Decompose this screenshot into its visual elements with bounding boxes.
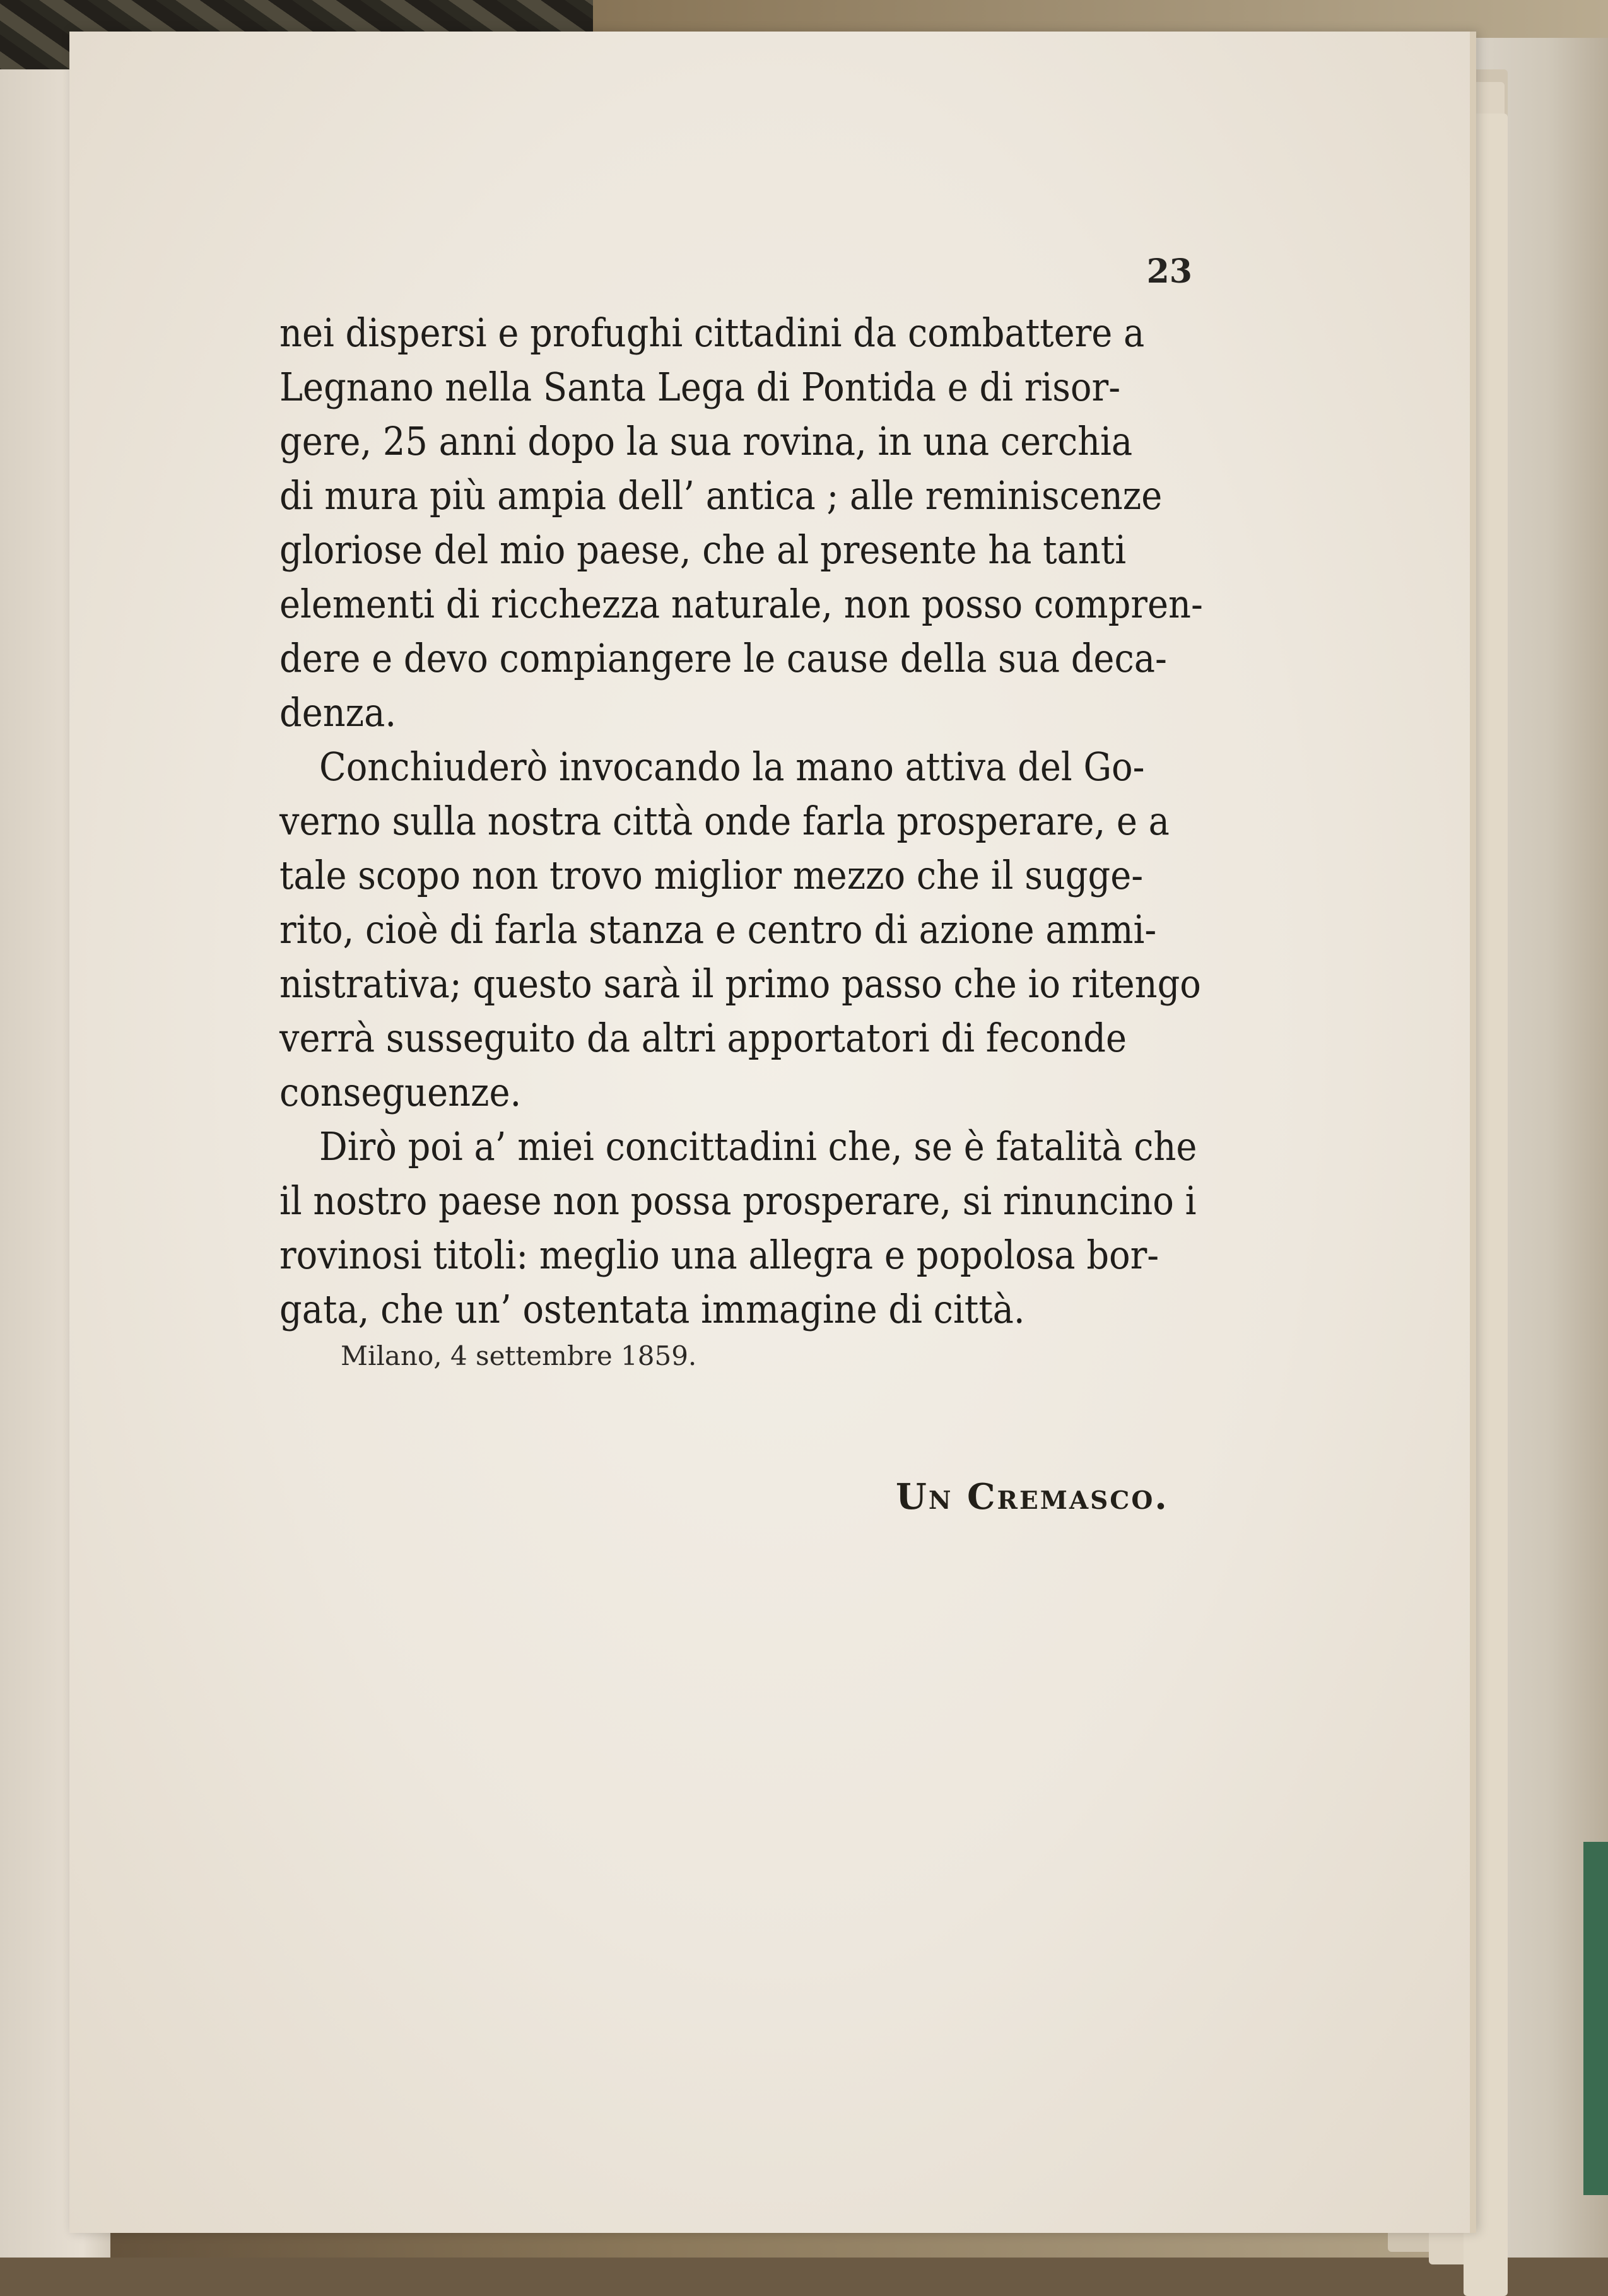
body-text — [279, 306, 1203, 1337]
text-line: gloriose del mio paese, che al presente ha tanti — [279, 527, 1127, 573]
text-line: denza. — [279, 689, 397, 735]
text-line: gata, che un’ ostentata immagine di città. — [279, 1286, 1025, 1332]
text-line: verrà susseguito da altri apportatori di feconde — [279, 1015, 1127, 1061]
text-line: Conchiuderò invocando la mano attiva del Go- — [319, 744, 1145, 790]
book-page — [69, 32, 1476, 2233]
text-line: di mura più ampia dell’ antica ; alle reminiscenze — [279, 472, 1163, 518]
text-line: dere e devo compiangere le cause della sua deca- — [279, 635, 1167, 681]
text-line: elementi di ricchezza naturale, non posso compren- — [279, 581, 1203, 627]
text-line: Legnano nella Santa Lega di Pontida e di risor- — [279, 364, 1121, 410]
text-line: gere, 25 anni dopo la sua rovina, in una cerchia — [279, 418, 1133, 464]
text-line: tale scopo non trovo miglior mezzo che il sugge- — [279, 852, 1144, 898]
text-line: conseguenze. — [279, 1069, 522, 1115]
text-line: rito, cioè di farla stanza e centro di azione ammi- — [279, 906, 1157, 952]
text-line: nistrativa; questo sarà il primo passo che io ritengo — [279, 961, 1201, 1007]
text-line: rovinosi titoli: meglio una allegra e popolosa bor- — [279, 1232, 1159, 1278]
text-line: Dirò poi a’ miei concittadini che, se è fatalità che — [319, 1123, 1197, 1169]
dateline: Milano, 4 settembre 1859. — [341, 1340, 697, 1371]
text-line: verno sulla nostra città onde farla prosperare, e a — [279, 798, 1170, 844]
text-line: nei dispersi e profughi cittadini da combattere a — [279, 310, 1145, 356]
page-number: 23 — [1146, 252, 1192, 291]
signature: Un Cremasco. — [896, 1476, 1169, 1518]
text-line: il nostro paese non possa prosperare, si rinuncino i — [279, 1178, 1197, 1224]
green-binding-strip — [1583, 1842, 1608, 2195]
